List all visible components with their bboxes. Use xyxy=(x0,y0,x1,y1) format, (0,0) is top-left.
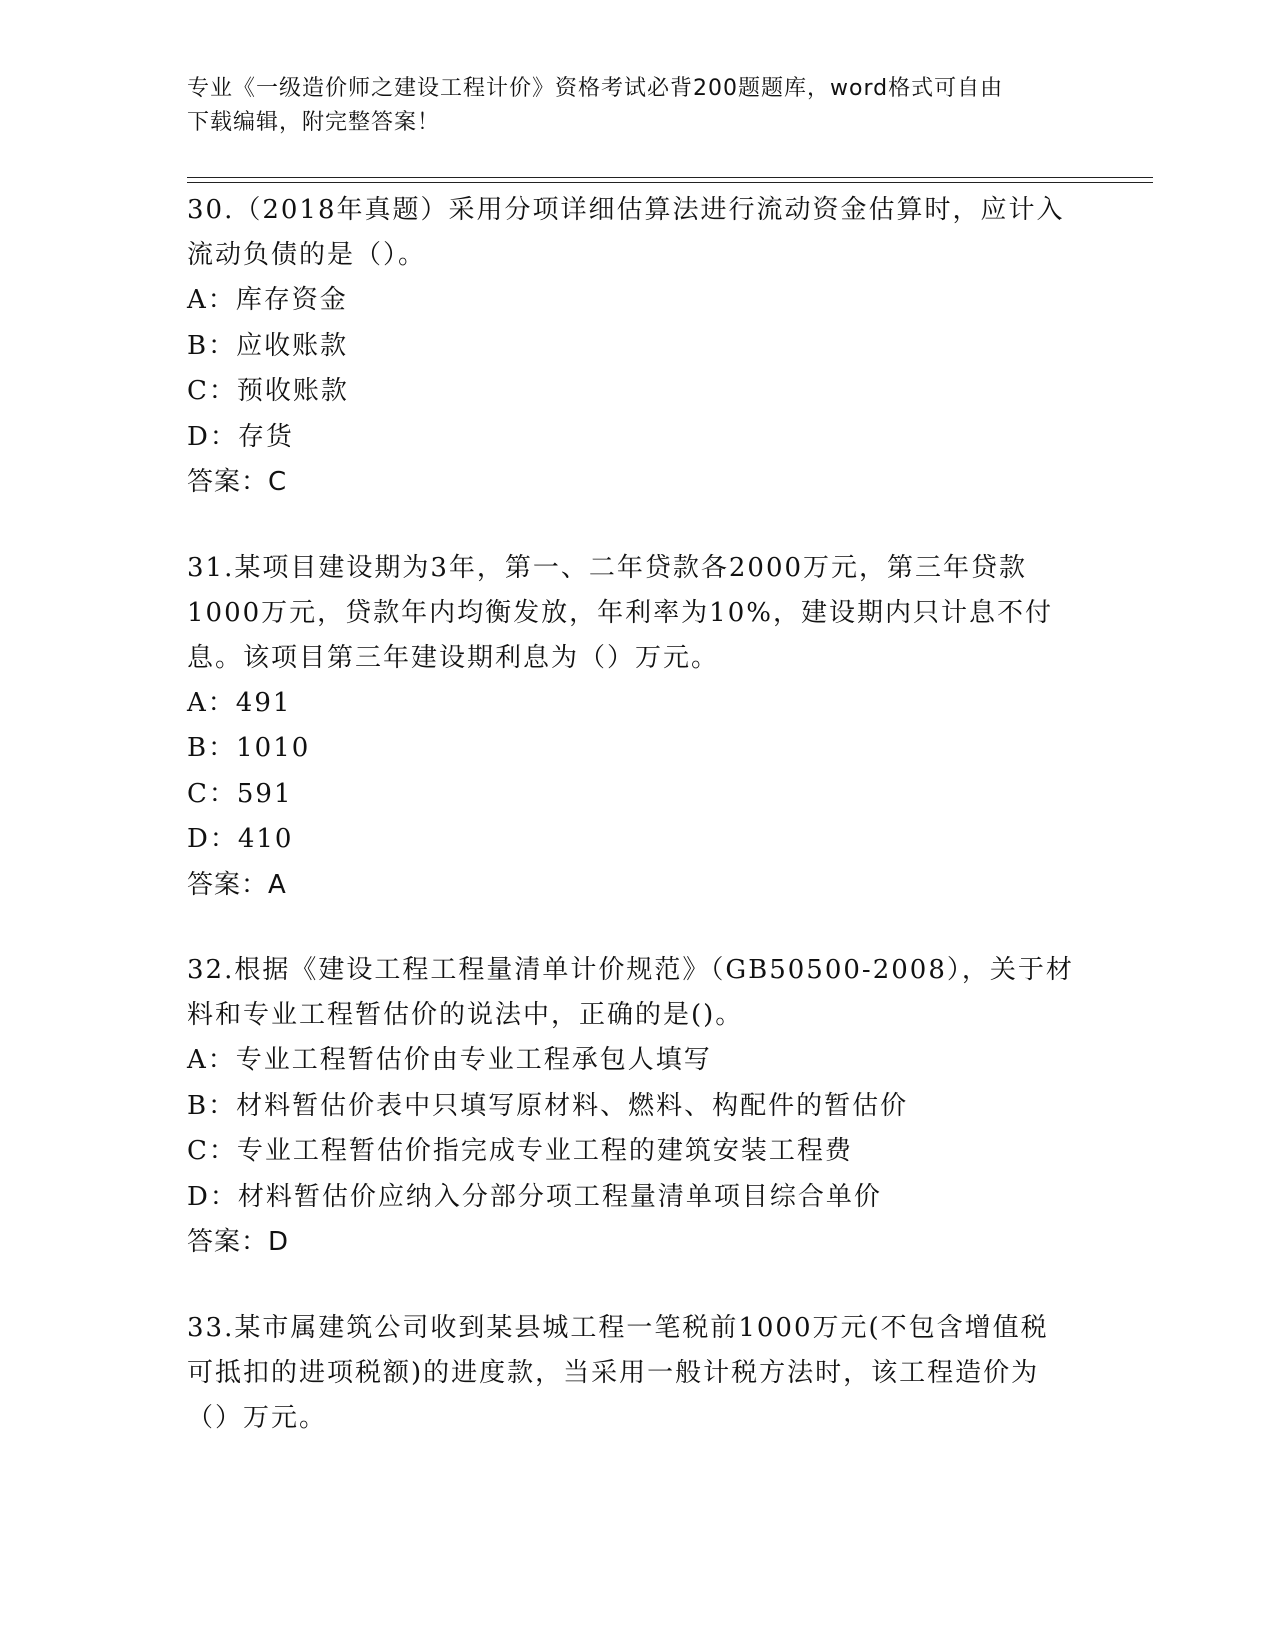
question-stem-line: 32.根据《建设工程工程量清单计价规范》（GB50500-2008），关于材 xyxy=(187,955,1074,985)
option-d: D：410 xyxy=(187,824,294,854)
answer-line: 答案：C xyxy=(187,467,288,497)
question-stem-line: 息。该项目第三年建设期利息为（）万元。 xyxy=(187,642,720,673)
header-divider-top xyxy=(187,177,1153,178)
question-stem-line: 33.某市属建筑公司收到某县城工程一笔税前1000万元(不包含增值税 xyxy=(187,1312,1049,1343)
option-c: C：预收账款 xyxy=(187,376,349,406)
answer-line: 答案：D xyxy=(187,1227,290,1257)
question-stem-line: 1000万元，贷款年内均衡发放，年利率为10%，建设期内只计息不付 xyxy=(187,597,1053,628)
question-stem-line: 料和专业工程暂估价的说法中，正确的是()。 xyxy=(187,1000,744,1030)
question-stem-line: 31.某项目建设期为3年，第一、二年贷款各2000万元，第三年贷款 xyxy=(187,552,1028,583)
header-line-1: 专业《一级造价师之建设工程计价》资格考试必背200题题库，word格式可自由 xyxy=(187,76,1004,101)
question-33 xyxy=(187,1306,1087,1441)
option-a: A：专业工程暂估价由专业工程承包人填写 xyxy=(187,1045,712,1075)
question-31 xyxy=(187,546,1087,909)
option-a: A：库存资金 xyxy=(187,285,348,315)
question-stem-line: （）万元。 xyxy=(187,1402,328,1433)
option-d: D：材料暂估价应纳入分部分项工程量清单项目综合单价 xyxy=(187,1181,882,1212)
question-stem-line: 30.（2018年真题）采用分项详细估算法进行流动资金估算时，应计入 xyxy=(187,195,1065,225)
option-a: A：491 xyxy=(187,687,292,718)
option-c: C：591 xyxy=(187,778,293,809)
option-b: B：材料暂估价表中只填写原材料、燃料、构配件的暂估价 xyxy=(187,1090,909,1121)
header-line-2: 下载编辑，附完整答案！ xyxy=(187,110,441,135)
option-b: B：1010 xyxy=(187,733,311,763)
answer-line: 答案：A xyxy=(187,869,287,900)
option-c: C：专业工程暂估价指完成专业工程的建筑安装工程费 xyxy=(187,1136,853,1166)
question-32 xyxy=(187,948,1087,1266)
question-30 xyxy=(187,188,1087,506)
document-header xyxy=(187,72,1087,140)
question-list xyxy=(187,188,1087,1481)
question-stem-line: 可抵扣的进项税额)的进度款，当采用一般计税方法时，该工程造价为 xyxy=(187,1357,1040,1388)
header-divider-bottom xyxy=(187,182,1153,183)
question-stem-line: 流动负债的是（）。 xyxy=(187,240,427,270)
option-b: B：应收账款 xyxy=(187,330,349,361)
option-d: D：存货 xyxy=(187,421,294,452)
